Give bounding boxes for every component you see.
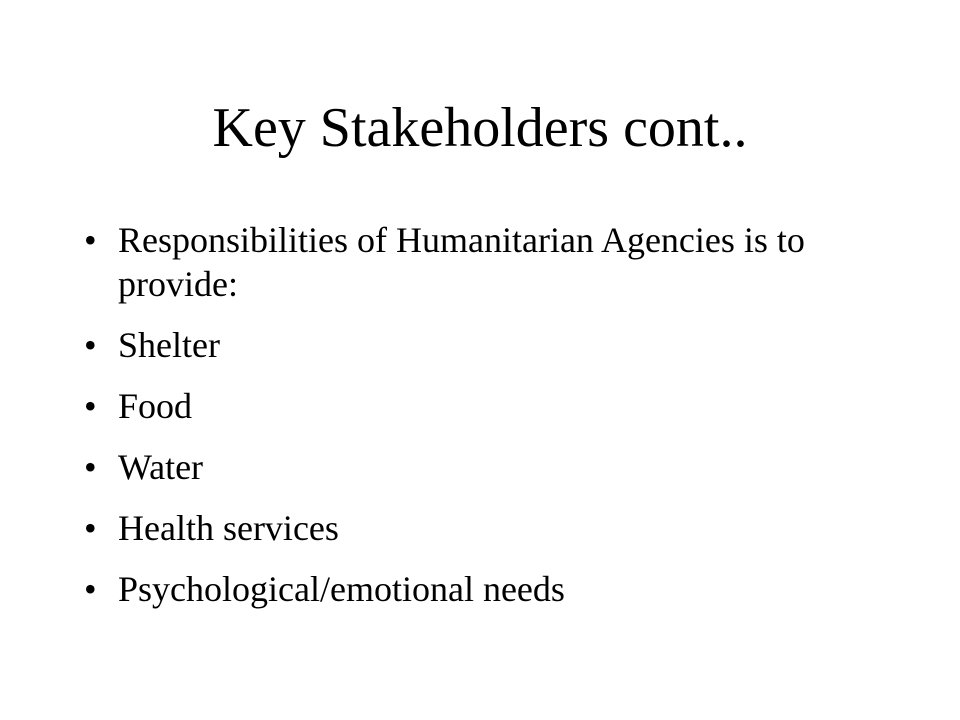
bullet-item — [84, 506, 884, 550]
bullet-text: Water — [118, 447, 204, 487]
bullet-icon: • — [84, 508, 97, 548]
bullet-icon: • — [84, 325, 97, 365]
slide-title: Key Stakeholders cont.. — [212, 97, 748, 159]
bullet-text: Responsibilities of Humanitarian Agencies is to provide: — [118, 220, 805, 304]
bullet-item — [84, 567, 884, 611]
bullet-icon: • — [84, 569, 97, 609]
bullet-text: Food — [118, 386, 193, 426]
bullet-icon: • — [84, 386, 97, 426]
bullet-icon: • — [84, 447, 97, 487]
bullet-list — [84, 218, 884, 628]
bullet-text: Health services — [118, 508, 339, 548]
bullet-item — [84, 218, 884, 306]
bullet-icon: • — [84, 220, 97, 260]
bullet-text: Psychological/emotional needs — [118, 569, 565, 609]
bullet-item — [84, 445, 884, 489]
bullet-item — [84, 384, 884, 428]
bullet-text: Shelter — [118, 325, 220, 365]
bullet-item — [84, 323, 884, 367]
